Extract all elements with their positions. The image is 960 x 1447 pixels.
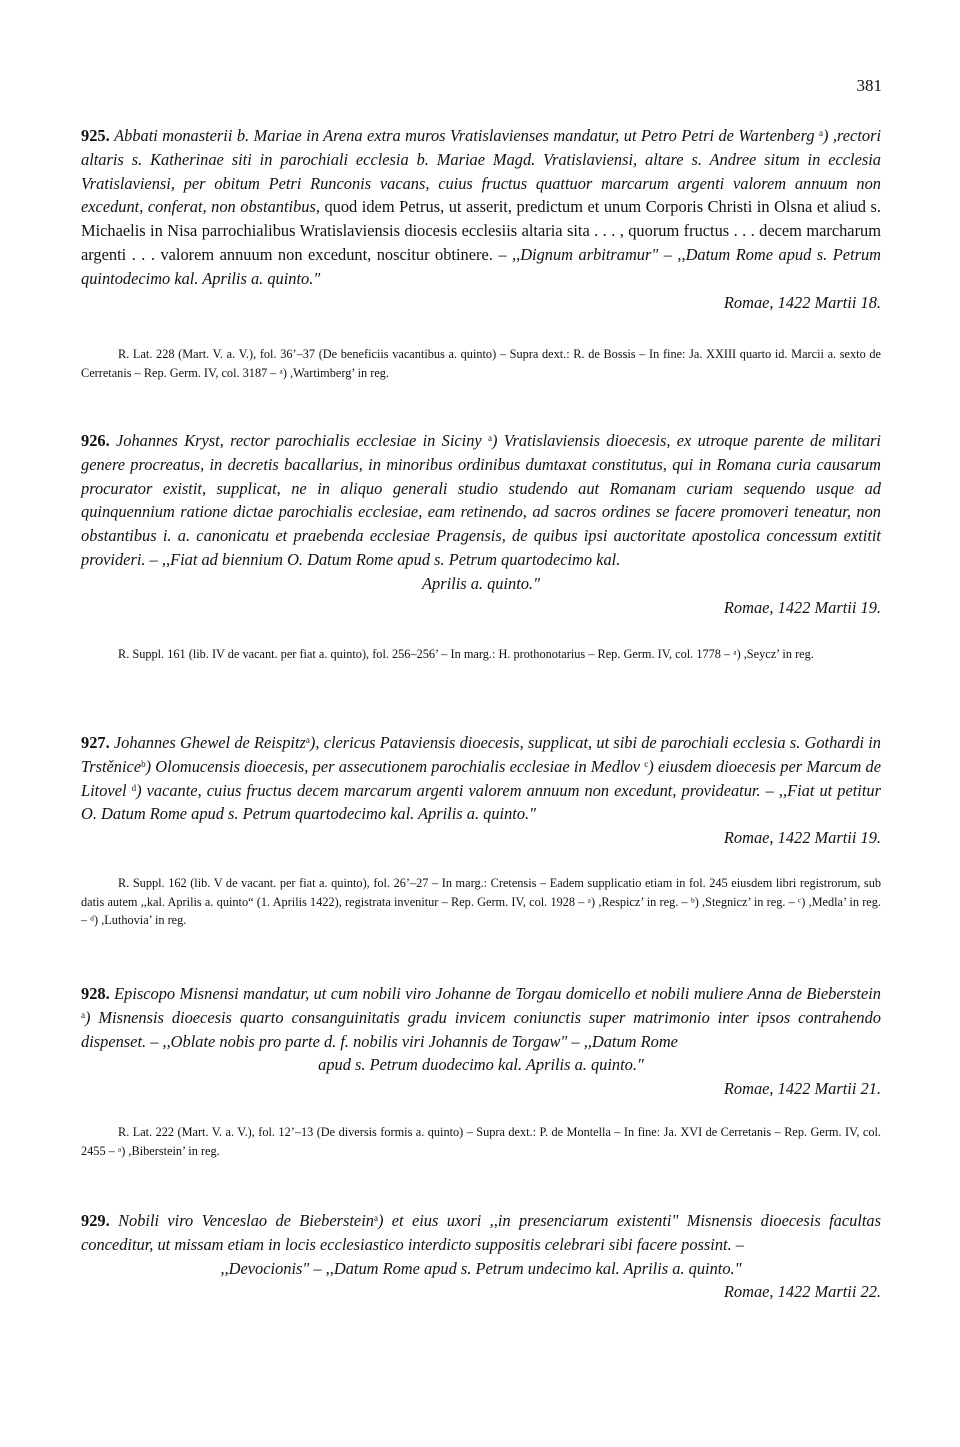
note-text: R. Suppl. 161 (lib. IV de vacant. per fiat a. quinto), fol. 256–256’ – In marg.: H. prothonotarius – Rep. Germ. IV, col. 1778 – ᵃ) ,Seycz’ in reg. — [118, 647, 814, 661]
footnote-marker: a — [488, 433, 492, 443]
entry-centered-line: apud s. Petrum duodecimo kal. Aprilis a. quinto." — [318, 1055, 644, 1075]
entry-text: Nobili viro Venceslao de Bieberstein — [118, 1211, 374, 1230]
entry-926 — [81, 429, 881, 619]
entry-number: 928. — [81, 984, 110, 1003]
note-text: R. Suppl. 162 (lib. V de vacant. per fiat a. quinto), fol. 26’–27 – In marg.: Cretensis – Eadem supplicatio etiam in fol. 245 eiusdem libri registrorum, sub datis autem ,,kal. Aprilis a. quinto“ (1. Aprilis 1422), registrata invenitur – Rep. Germ. IV, col. 1928 – ᵃ) ,Respicz’ in reg. – ᵇ) ,Stegnicz’ in reg. – ᶜ) ,Medla’ in reg. – ᵈ) ,Luthovia’ in reg. — [81, 876, 881, 928]
entry-note — [81, 345, 881, 382]
entry-centered-line: ,,Devocionis" – ,,Datum Rome apud s. Petrum undecimo kal. Aprilis a. quinto." — [220, 1258, 742, 1278]
entry-body — [81, 731, 881, 826]
footnote-marker: a — [305, 735, 310, 745]
entry-927 — [81, 731, 881, 850]
entry-text: ) Olomucensis dioecesis, per assecutionem parochialis ecclesiae in Medlov — [145, 756, 641, 776]
entry-text: ) eiusdem dioecesis per Marcum de Litovel — [81, 756, 882, 800]
entry-note — [81, 645, 881, 664]
entry-text: Abbati monasterii b. Mariae in Arena extra muros Vratislavienses mandatur, ut Petro Petri de Wartenberg — [114, 126, 815, 145]
entry-text: ), clericus Pataviensis dioecesis, supplicat, ut sibi de parochiali ecclesia s. Gothardi in Trstěnice — [81, 733, 881, 776]
entry-date: Romae, 1422 Martii 22. — [723, 1282, 881, 1302]
entry-date: Romae, 1422 Martii 18. — [723, 292, 881, 312]
footnote-marker: a — [373, 1213, 378, 1223]
entry-note — [81, 874, 881, 930]
entry-body — [81, 124, 881, 291]
entry-text: ,,Dignum arbitramur" – ,,Datum Rome apud s. Petrum quintodecimo kal. Aprilis a. quinto." — [81, 244, 881, 288]
entry-number: 929. — [81, 1211, 110, 1230]
footnote-marker: a — [81, 1009, 85, 1020]
entry-date: Romae, 1422 Martii 21. — [723, 1079, 881, 1099]
footnote-marker: b — [141, 758, 146, 769]
entry-text: ) Vratislaviensis dioecesis, ex utroque parente de militari genere procreatus, in decretis bacallarius, in minoribus ordinibus dumtaxat constitutus, qui in Romana curia causarum procurator existit, supplicat, ne in aliquo generali studio studendo aut Romanam curiam sequendo usque ad quinquennium ratione dictae parochialis ecclesiae, eam retinendo, ad sacros ordines se facere promoveri teneatur, non obstantibus i. a. canonicatu et praebenda ecclesiae Pragensis, de quibus ipsi auctoritate apostolica concessum extitit provideri. – ,,Fiat ad biennium O. Datum Rome apud s. Petrum quartodecimo kal. — [81, 431, 881, 569]
entry-text: ) Misnensis dioecesis quarto consanguinitatis gradu invicem coniunctis super matrimonio inter ipsos contrahendo dispenset. – ,,Oblate nobis pro parte d. f. nobilis viri Johannis de Torgaw" – ,,Datum Rome — [81, 1007, 881, 1051]
entry-number: 925. — [81, 126, 110, 145]
entry-note — [81, 1123, 881, 1160]
entry-date: Romae, 1422 Martii 19. — [723, 597, 881, 617]
footnote-marker: a — [819, 128, 823, 138]
entry-text: ) ,rectori altaris s. Katherinae siti in parochiali ecclesia b. Mariae Magd. Vratislaviensi, altare s. Andree situm in ecclesia Vratislaviensi, per obitum Petri Runconis vacans, cuius fructus quattuor marcarum argenti valorem annuum non excedunt, conferat, non obstantibus, — [81, 126, 881, 217]
entry-number: 926. — [81, 431, 110, 450]
note-text: R. Lat. 228 (Mart. V. a. V.), fol. 36’–37 (De beneficiis vacantibus a. quinto) – Supra dext.: R. de Bossis – In fine: Ja. XXIII quarto id. Marcii a. sexto de Cerretanis – Rep. Germ. IV, col. 3187 – ᵃ) ,Wartimberg’ in reg. — [81, 347, 881, 380]
entry-centered-line: Aprilis a. quinto." — [422, 573, 540, 593]
entry-text: Johannes Ghewel de Reispitz — [113, 733, 306, 752]
entry-text: Johannes Kryst, rector parochialis ecclesiae in Siciny — [116, 431, 482, 450]
entry-date: Romae, 1422 Martii 19. — [723, 828, 881, 848]
entry-body — [81, 1209, 881, 1257]
page-number: 381 — [856, 76, 882, 95]
footnote-marker: c — [644, 758, 649, 769]
entry-text: ) vacante, cuius fructus decem marcarum argenti valorem annuum non excedunt, provideatur. – ,,Fiat ut petitur O. Datum Rome apud s. Petrum quartodecimo kal. Aprilis a. quinto." — [81, 780, 881, 824]
entry-number: 927. — [81, 733, 110, 752]
entry-928 — [81, 982, 881, 1101]
note-text: R. Lat. 222 (Mart. V. a. V.), fol. 12’–13 (De diversis formis a. quinto) – Supra dext.: P. de Montella – In fine: Ja. XVI de Cerretanis – Rep. Germ. IV, col. 2455 – ᵃ) ,Biberstein’ in reg. — [81, 1125, 881, 1158]
entry-body — [81, 429, 881, 572]
entry-925 — [81, 124, 881, 314]
entry-text: quod idem Petrus, ut asserit, predictum et unum Corporis Christi in Olsna et aliud s. Michaelis in Nisa parrochialibus Wratislaviensis diocesis ecclesiis altaria sita . . . , quorum fructus . . . decem marcharum argenti . . . valorem annuum non excedunt, noscitur obtinere. – — [81, 197, 881, 264]
entry-text: Episcopo Misnensi mandatur, ut cum nobili viro Johanne de Torgau domicello et nobili muliere Anna de Bieberstein — [114, 984, 881, 1003]
entry-body — [81, 982, 881, 1053]
footnote-marker: d — [131, 782, 137, 793]
entry-text: ) et eius uxori ,,in presenciarum existenti" Misnensis dioecesis facultas conceditur, ut missam etiam in locis ecclesiastico interdicto suppositis celebrari sibi facere possint. – — [81, 1211, 881, 1254]
entry-929 — [81, 1209, 881, 1304]
